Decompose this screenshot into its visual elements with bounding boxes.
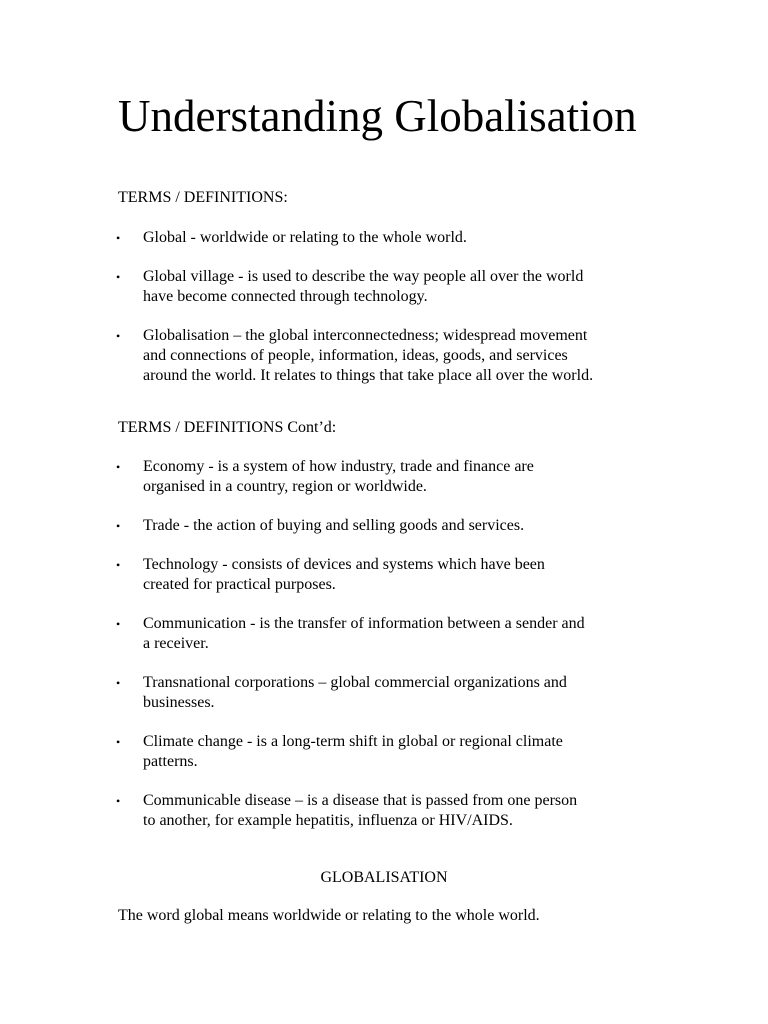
bullet-icon: • — [116, 231, 121, 245]
section-heading-globalisation: GLOBALISATION — [320, 869, 448, 886]
bullet-icon: • — [116, 270, 121, 284]
bullet-icon: • — [116, 519, 121, 533]
bullet-icon: • — [116, 558, 121, 572]
definition-economy: Economy - is a system of how industry, trade and finance are organised in a country, region or worldwide. — [143, 458, 534, 495]
globalisation-paragraph: The word global means worldwide or relating to the whole world. — [118, 907, 540, 924]
page-title: Understanding Globalisation — [118, 91, 637, 141]
section-heading-terms: TERMS / DEFINITIONS: — [118, 189, 288, 206]
bullet-icon: • — [116, 617, 121, 631]
definition-global-village: Global village - is used to describe the way people all over the world have become connected through technology. — [143, 268, 584, 305]
definition-communication: Communication - is the transfer of information between a sender and a receiver. — [143, 615, 585, 652]
bullet-icon: • — [116, 460, 121, 474]
definition-transnational-corporations: Transnational corporations – global commercial organizations and businesses. — [143, 674, 567, 711]
definition-communicable-disease: Communicable disease – is a disease that is passed from one person to another, for example hepatitis, influenza or HIV/AIDS. — [143, 792, 578, 829]
bullet-icon: • — [116, 794, 121, 808]
bullet-icon: • — [116, 676, 121, 690]
definition-trade: Trade - the action of buying and selling goods and services. — [143, 517, 525, 534]
definition-climate-change: Climate change - is a long-term shift in global or regional climate patterns. — [143, 733, 563, 770]
definition-globalisation: Globalisation – the global interconnectedness; widespread movement and connections of people, information, ideas, goods, and services around the world. It relates to things that take place all over the world. — [143, 327, 594, 384]
section-heading-terms-contd: TERMS / DEFINITIONS Cont’d: — [118, 419, 337, 436]
definition-global: Global - worldwide or relating to the whole world. — [143, 229, 467, 246]
definition-technology: Technology - consists of devices and systems which have been created for practical purposes. — [143, 556, 545, 593]
bullet-icon: • — [116, 735, 121, 749]
bullet-icon: • — [116, 329, 121, 343]
